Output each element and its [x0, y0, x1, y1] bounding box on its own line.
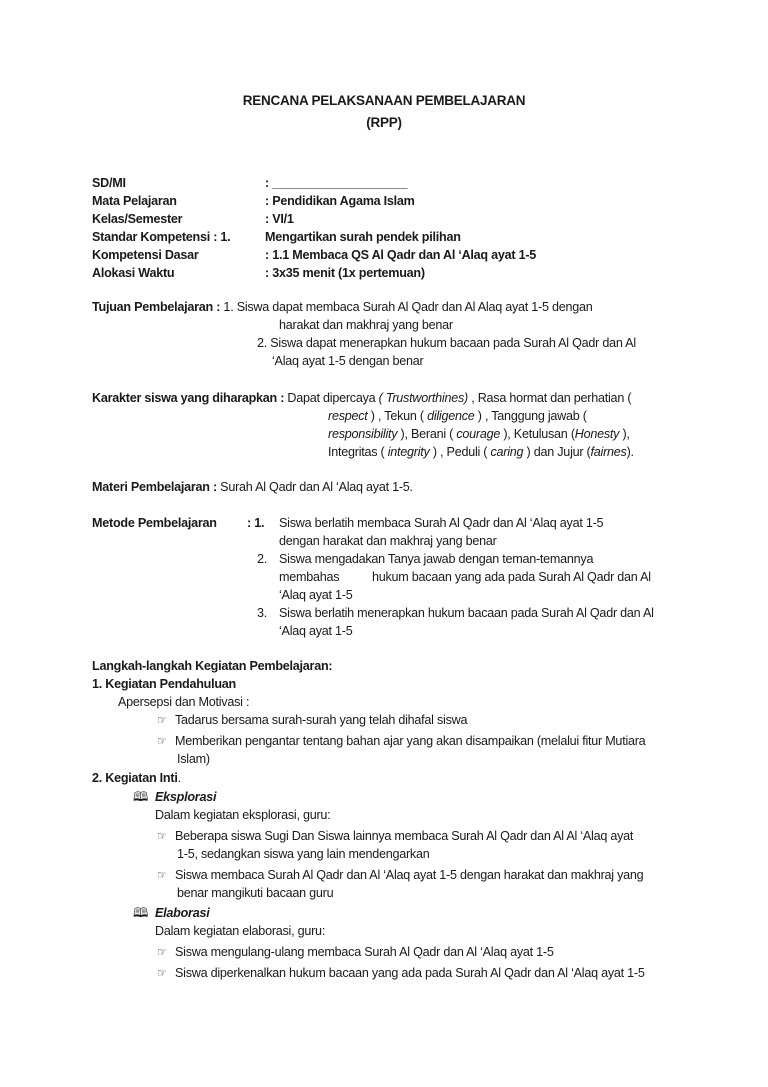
- inti-heading-line: [92, 769, 181, 787]
- karakter-text: ), Berani (: [397, 427, 457, 441]
- eksplorasi-bullet-1-cont: 1-5, sedangkan siswa yang lain mendengarkan: [177, 847, 430, 861]
- identity-label-school: SD/MI: [92, 176, 126, 190]
- karakter-text: ) dan Jujur (: [523, 445, 591, 459]
- metode-item2: Siswa mengadakan Tanya jawab dengan teman-temannya: [279, 552, 594, 566]
- pointing-hand-icon: ☞: [157, 734, 167, 748]
- karakter-text: ), Ketulusan (: [500, 427, 575, 441]
- karakter-text: , Rasa hormat dan perhatian (: [467, 391, 632, 405]
- document-subtitle: (RPP): [366, 115, 402, 130]
- karakter-text-italic: respect: [328, 409, 368, 423]
- identity-value-competency: : 1.1 Membaca QS Al Qadr dan Al ‘Alaq ayat 1-5: [265, 248, 537, 262]
- karakter-line3: [328, 425, 630, 443]
- identity-label-competency: Kompetensi Dasar: [92, 248, 199, 262]
- karakter-line4: [328, 443, 634, 461]
- metode-num1: [247, 514, 264, 532]
- karakter-line1: [92, 389, 631, 407]
- metode-num2: 2.: [257, 552, 268, 566]
- karakter-line2: [328, 407, 587, 425]
- bullet-text: Siswa diperkenalkan hukum bacaan yang ada pada Surah Al Qadr dan Al ‘Alaq ayat 1-5: [175, 966, 645, 980]
- pointing-hand-icon: ☞: [157, 945, 167, 959]
- eksplorasi-heading: [133, 788, 216, 806]
- pointing-hand-icon: ☞: [157, 966, 167, 980]
- pointing-hand-icon: ☞: [157, 868, 167, 882]
- karakter-text: Integritas (: [328, 445, 388, 459]
- tujuan-item1: 1. Siswa dapat membaca Surah Al Qadr dan Al Alaq ayat 1-5 dengan: [220, 300, 593, 314]
- langkah-heading: Langkah-langkah Kegiatan Pembelajaran:: [92, 659, 333, 673]
- karakter-text: Dapat dipercaya: [284, 391, 379, 405]
- karakter-label: Karakter siswa yang diharapkan :: [92, 391, 285, 405]
- pointing-hand-icon: ☞: [157, 829, 167, 843]
- apersepsi-label: Apersepsi dan Motivasi :: [118, 695, 250, 709]
- identity-value-subject: : Pendidikan Agama Islam: [265, 194, 415, 208]
- eksplorasi-bullet-2: [157, 866, 643, 884]
- materi-text: Surah Al Qadr dan Al ‘Alaq ayat 1-5.: [216, 480, 413, 494]
- metode-item2-cont-b: hukum bacaan yang ada pada Surah Al Qadr dan Al: [372, 570, 651, 584]
- karakter-text-italic: diligence: [427, 409, 475, 423]
- materi-line: [92, 478, 413, 496]
- elaborasi-heading: [133, 904, 209, 922]
- identity-value-standard: Mengartikan surah pendek pilihan: [265, 230, 461, 244]
- karakter-text: ).: [626, 445, 634, 459]
- metode-item1: Siswa berlatih membaca Surah Al Qadr dan Al ‘Alaq ayat 1-5: [279, 516, 604, 530]
- pointing-hand-icon: ☞: [157, 713, 167, 727]
- tujuan-label: Tujuan Pembelajaran :: [92, 300, 221, 314]
- karakter-text-italic: integrity: [387, 445, 430, 459]
- pendahuluan-bullet-2: [157, 732, 645, 750]
- metode-item3-cont: ‘Alaq ayat 1-5: [279, 624, 353, 638]
- book-icon: 🕮: [133, 905, 149, 920]
- identity-label-standard: Standar Kompetensi : 1.: [92, 230, 231, 244]
- karakter-text-italic: fairnes: [590, 445, 627, 459]
- karakter-text-italic: Honesty: [574, 427, 620, 441]
- metode-item3: Siswa berlatih menerapkan hukum bacaan pada Surah Al Qadr dan Al: [279, 606, 654, 620]
- eksplorasi-bullet-2-cont: benar mangikuti bacaan guru: [177, 886, 334, 900]
- karakter-text-italic: responsibility: [328, 427, 398, 441]
- karakter-text: ) , Peduli (: [429, 445, 491, 459]
- karakter-text-italic: ( Trustworthines): [378, 391, 468, 405]
- book-icon: 🕮: [133, 789, 149, 804]
- bullet-text: Siswa mengulang-ulang membaca Surah Al Qadr dan Al ‘Alaq ayat 1-5: [175, 945, 554, 959]
- identity-label-time: Alokasi Waktu: [92, 266, 175, 280]
- karakter-text: ) , Tekun (: [367, 409, 428, 423]
- metode-label: Metode Pembelajaran: [92, 516, 217, 530]
- karakter-text-italic: caring: [490, 445, 524, 459]
- metode-item1-cont: dengan harakat dan makhraj yang benar: [279, 534, 497, 548]
- identity-value-time: : 3x35 menit (1x pertemuan): [265, 266, 425, 280]
- tujuan-item2-cont: ‘Alaq ayat 1-5 dengan benar: [272, 354, 424, 368]
- pendahuluan-bullet-1: [157, 711, 467, 729]
- elaborasi-bullet-2: [157, 964, 645, 982]
- metode-item2-cont2: ‘Alaq ayat 1-5: [279, 588, 353, 602]
- karakter-text: ),: [619, 427, 630, 441]
- bullet-text: Memberikan pengantar tentang bahan ajar yang akan disampaikan (melalui fitur Mutiara: [175, 734, 646, 748]
- identity-label-subject: Mata Pelajaran: [92, 194, 177, 208]
- eksplorasi-label: Eksplorasi: [155, 790, 217, 804]
- elaborasi-intro: Dalam kegiatan elaborasi, guru:: [155, 924, 326, 938]
- eksplorasi-bullet-1: [157, 827, 633, 845]
- tujuan-item1-cont: harakat dan makhraj yang benar: [279, 318, 453, 332]
- pendahuluan-bullet-2-cont: Islam): [177, 752, 210, 766]
- karakter-text-italic: courage: [456, 427, 501, 441]
- bullet-text: Beberapa siswa Sugi Dan Siswa lainnya membaca Surah Al Qadr dan Al Al ‘Alaq ayat: [175, 829, 634, 843]
- tujuan-line1: [92, 298, 593, 316]
- eksplorasi-intro: Dalam kegiatan eksplorasi, guru:: [155, 808, 331, 822]
- metode-num3: 3.: [257, 606, 268, 620]
- identity-label-class: Kelas/Semester: [92, 212, 183, 226]
- inti-dot: .: [177, 771, 181, 785]
- metode-num1-text: : 1.: [247, 516, 265, 530]
- identity-value-class: : VI/1: [265, 212, 294, 226]
- inti-heading: 2. Kegiatan Inti: [92, 771, 178, 785]
- elaborasi-bullet-1: [157, 943, 554, 961]
- karakter-text: ) , Tanggung jawab (: [474, 409, 587, 423]
- document-title: RENCANA PELAKSANAAN PEMBELAJARAN: [242, 93, 526, 108]
- metode-item2-cont-a: membahas: [279, 570, 340, 584]
- bullet-text: Tadarus bersama surah-surah yang telah dihafal siswa: [175, 713, 468, 727]
- materi-label: Materi Pembelajaran :: [92, 480, 217, 494]
- pendahuluan-heading: 1. Kegiatan Pendahuluan: [92, 677, 237, 691]
- tujuan-item2: 2. Siswa dapat menerapkan hukum bacaan pada Surah Al Qadr dan Al: [257, 336, 636, 350]
- identity-value-school: : ____________________: [265, 176, 408, 190]
- bullet-text: Siswa membaca Surah Al Qadr dan Al ‘Alaq ayat 1-5 dengan harakat dan makhraj yang: [175, 868, 644, 882]
- elaborasi-label: Elaborasi: [155, 906, 210, 920]
